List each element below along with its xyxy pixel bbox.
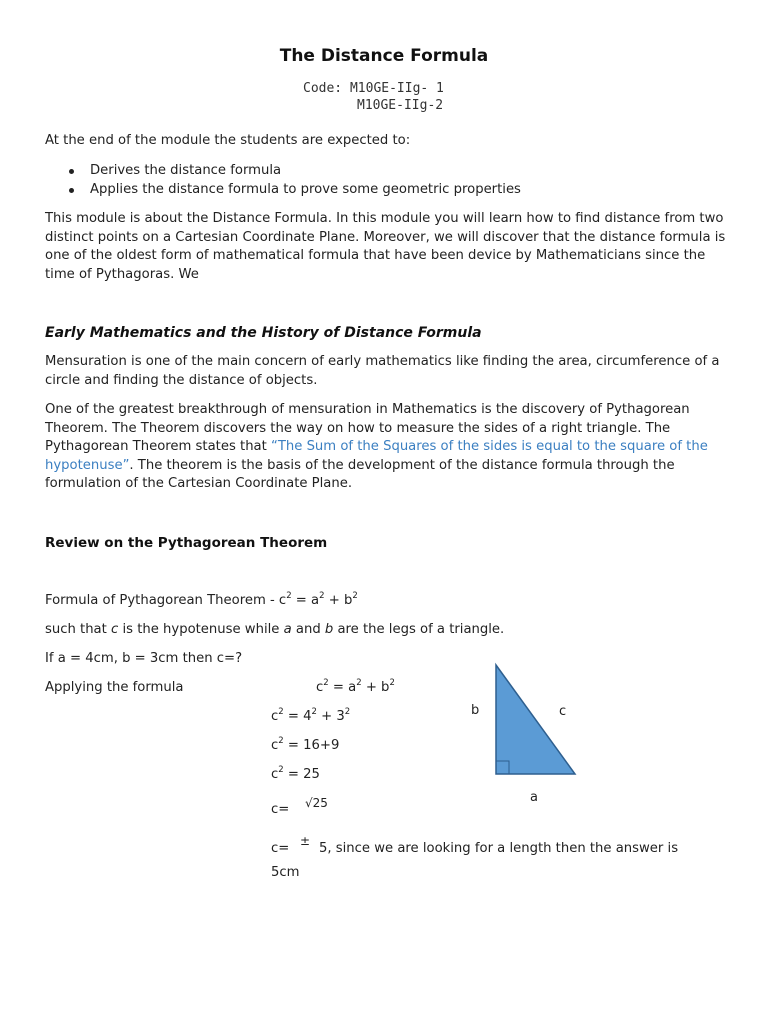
triangle-label-b: b bbox=[471, 703, 480, 718]
formula-line: Formula of Pythagorean Theorem - $c^2 = a^2 + b^2$ bbox=[45, 590, 358, 608]
variables-explanation: such that c is the hypotenuse while a and b are the legs of a triangle. bbox=[45, 622, 505, 637]
bullet-icon bbox=[69, 188, 74, 193]
list-item: Derives the distance formula bbox=[45, 162, 521, 181]
given-values: If a = 4cm, b = 3cm then c=? bbox=[45, 651, 243, 666]
step-answer-text: 5, since we are looking for a length then the answer is bbox=[319, 841, 679, 856]
theorem-quote: “The Sum of the Squares of the sides is equal to the square of the hypotenuse” bbox=[45, 439, 708, 473]
step-substitute: $c^2 = 4^2 + 3^2$ bbox=[271, 706, 351, 724]
square-root-expression: √25 bbox=[305, 796, 328, 810]
intro-text: At the end of the module the students are expected to: bbox=[45, 133, 411, 148]
section-heading-history: Early Mathematics and the History of Distance Formula bbox=[45, 325, 482, 341]
step-sum: $c^2 = 25$ bbox=[271, 764, 320, 782]
step-answer-label: c= bbox=[271, 841, 290, 856]
applying-label: Applying the formula bbox=[45, 680, 184, 695]
final-answer: 5cm bbox=[271, 865, 300, 880]
step-squares: $c^2 = 16+9$ bbox=[271, 735, 340, 753]
bullet-icon bbox=[69, 169, 74, 174]
code-line-2: M10GE-IIg-2 bbox=[357, 98, 444, 113]
objectives-list bbox=[45, 162, 521, 199]
list-item: Applies the distance formula to prove some geometric properties bbox=[45, 181, 521, 200]
plus-minus-icon: ± bbox=[300, 834, 311, 848]
breakthrough-paragraph: One of the greatest breakthrough of mensuration in Mathematics is the discovery of Pythagorean Theorem. The Theorem discovers the way on how to measure the sides of a right triangle. The Pythagorean Theorem states that “The Sum of the Squares of the sides is equal to the square of the hypotenuse”. The theorem is the basis of the development of the distance formula through the formulation of the Cartesian Coordinate Plane. bbox=[45, 402, 708, 491]
section-heading-review: Review on the Pythagorean Theorem bbox=[45, 535, 328, 551]
mensuration-paragraph: Mensuration is one of the main concern of early mathematics like finding the area, circumference of a circle and finding the distance of objects. bbox=[45, 354, 720, 388]
step-root-label: c= bbox=[271, 802, 290, 817]
step-formula: $c^2 = a^2 + b^2$ bbox=[316, 677, 395, 695]
triangle-label-a: a bbox=[530, 790, 538, 805]
right-triangle-diagram bbox=[480, 655, 590, 785]
triangle-label-c: c bbox=[559, 704, 567, 719]
code-line-1: Code: M10GE-IIg- 1 bbox=[303, 81, 444, 96]
page-title: The Distance Formula bbox=[279, 46, 489, 66]
module-paragraph: This module is about the Distance Formula. In this module you will learn how to find distance from two distinct points on a Cartesian Coordinate Plane. Moreover, we will discover that the distance formula is one of the oldest form of mathematical formula that have been device by Mathematicians since the time of Pythagoras. We bbox=[45, 211, 726, 282]
